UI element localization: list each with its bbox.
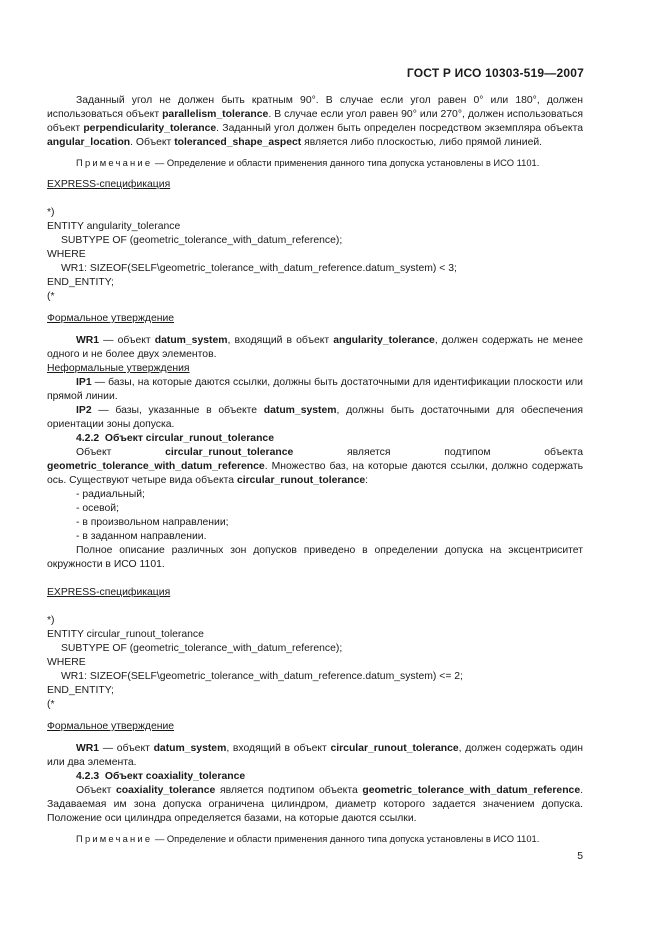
express-code-1 xyxy=(47,206,583,304)
note-label: Примечание xyxy=(76,833,153,844)
code-line: ENTITY circular_runout_tolerance xyxy=(47,629,204,640)
text-span: . Объект xyxy=(130,137,175,148)
rule-label: WR1 xyxy=(76,335,100,346)
list-item: - в заданном направлении. xyxy=(76,531,207,542)
formal-statement-heading-1: Формальное утверждение xyxy=(47,313,175,324)
entity-ref: angular_location xyxy=(47,137,131,148)
note-text: — Определение и области применения данного типа допуска установлены в ИСО 1101. xyxy=(152,157,540,168)
section-title: Объект coaxiality_tolerance xyxy=(104,771,246,782)
code-line: *) xyxy=(47,615,55,626)
section-4-2-3-heading xyxy=(76,770,583,784)
text-span: Объект xyxy=(76,785,116,796)
entity-ref: toleranced_shape_aspect xyxy=(174,137,302,148)
section-number: 4.2.3 xyxy=(76,771,100,782)
express-spec-heading-1: EXPRESS-спецификация xyxy=(47,179,171,190)
code-line: WR1: SIZEOF(SELF\geometric_tolerance_with_datum_reference.datum_system) < 3; xyxy=(61,263,457,274)
rule-label: IP2 xyxy=(76,405,92,416)
runout-types-list xyxy=(76,488,583,544)
circular-runout-description xyxy=(47,446,583,488)
page-header-title: ГОСТ Р ИСО 10303-519—2007 xyxy=(406,66,584,80)
text-span: , входящий в объект xyxy=(227,335,334,346)
express-code-2 xyxy=(47,614,583,712)
runout-closing-text: Полное описание различных зон допусков приведено в определении допуска на эксцентриситет окружности в ИСО 1101. xyxy=(47,545,583,570)
entity-ref: parallelism_tolerance xyxy=(162,109,269,120)
entity-ref: circular_runout_tolerance xyxy=(236,475,366,486)
text-span: . Множество баз, на которые даются ссылки, должно содержать ось. Существуют четыре вида объекта xyxy=(47,461,583,486)
text-span: , должен содержать один или два элемента. xyxy=(47,743,583,768)
section-title: Объект circular_runout_tolerance xyxy=(104,433,274,444)
entity-ref: circular_runout_tolerance xyxy=(330,743,459,754)
entity-ref: datum_system xyxy=(263,405,337,416)
list-item: - осевой; xyxy=(76,503,119,514)
text-span: является либо плоскостью, либо прямой линией. xyxy=(301,137,543,148)
entity-ref: geometric_tolerance_with_datum_reference xyxy=(47,461,265,472)
formal-rule-wr1 xyxy=(47,334,583,362)
code-line: ENTITY angularity_tolerance xyxy=(47,221,181,232)
code-line: END_ENTITY; xyxy=(47,277,114,288)
rule-label: WR1 xyxy=(76,743,100,754)
code-line: (* xyxy=(47,699,55,710)
coaxiality-description xyxy=(47,784,583,826)
text-span: — базы, на которые даются ссылки, должны быть достаточными для идентификации плоскости или прямой линии. xyxy=(47,377,583,402)
entity-ref: coaxiality_tolerance xyxy=(116,785,216,796)
entity-ref: angularity_tolerance xyxy=(333,335,435,346)
text-span: , должен содержать не менее одного и не более двух элементов. xyxy=(47,335,583,360)
entity-ref: geometric_tolerance_with_datum_reference xyxy=(362,785,581,796)
text-span: . Задаваемая им зона допуска ограничена цилиндром, диаметр которого задается значением допуска. Положение оси цилиндра определяется базами, на которые даются ссылки. xyxy=(47,785,583,824)
text-span: , должны быть достаточными для обеспечения ориентации зоны допуска. xyxy=(47,405,583,430)
text-span: : xyxy=(365,475,369,486)
section-4-2-2-heading xyxy=(76,432,583,446)
rule-label: IP1 xyxy=(76,377,92,388)
text-span: — объект xyxy=(99,335,155,346)
angularity-description xyxy=(47,94,583,150)
code-line: WHERE xyxy=(47,657,86,668)
text-span: , входящий в объект xyxy=(226,743,331,754)
code-line: SUBTYPE OF (geometric_tolerance_with_datum_reference); xyxy=(61,235,343,246)
informal-rule-ip1 xyxy=(47,376,583,404)
list-item: - радиальный; xyxy=(76,489,145,500)
entity-ref: datum_system xyxy=(154,335,228,346)
informal-statements-heading: Неформальные утверждения xyxy=(47,363,190,374)
formal-statement-heading-2: Формальное утверждение xyxy=(47,721,175,732)
note-text: — Определение и области применения данного типа допуска установлены в ИСО 1101. xyxy=(152,833,540,844)
text-span: . В случае если угол равен 90° или 270°, должен использоваться объект xyxy=(47,109,583,134)
document-body xyxy=(47,94,583,846)
code-line: (* xyxy=(47,291,55,302)
express-spec-heading-2: EXPRESS-спецификация xyxy=(47,587,171,598)
page-number: 5 xyxy=(577,851,583,862)
note-label: Примечание xyxy=(76,157,153,168)
text-span: — объект xyxy=(99,743,154,754)
entity-ref: perpendicularity_tolerance xyxy=(83,123,217,134)
list-item: - в произвольном направлении; xyxy=(76,517,229,528)
section-number: 4.2.2 xyxy=(76,433,100,444)
text-span: является подтипом объекта xyxy=(215,785,363,796)
code-line: END_ENTITY; xyxy=(47,685,114,696)
text-span: Заданный угол не должен быть кратным 90°. В случае если угол равен 0° или 180°, должен использоваться объект xyxy=(47,95,583,120)
code-line: *) xyxy=(47,207,55,218)
text-span: . Заданный угол должен быть определен посредством экземпляра объекта xyxy=(216,123,583,134)
code-line: SUBTYPE OF (geometric_tolerance_with_datum_reference); xyxy=(61,643,343,654)
entity-ref: datum_system xyxy=(153,743,227,754)
note-2 xyxy=(47,832,583,846)
text-span: является подтипом объекта xyxy=(293,447,583,458)
text-span: Объект xyxy=(76,447,166,458)
entity-ref: circular_runout_tolerance xyxy=(165,447,294,458)
informal-rule-ip2 xyxy=(47,404,583,432)
code-line: WHERE xyxy=(47,249,86,260)
code-line: WR1: SIZEOF(SELF\geometric_tolerance_with_datum_reference.datum_system) <= 2; xyxy=(61,671,463,682)
note-1 xyxy=(47,156,583,170)
formal-rule-wr1-runout xyxy=(47,742,583,770)
text-span: — базы, указанные в объекте xyxy=(91,405,264,416)
